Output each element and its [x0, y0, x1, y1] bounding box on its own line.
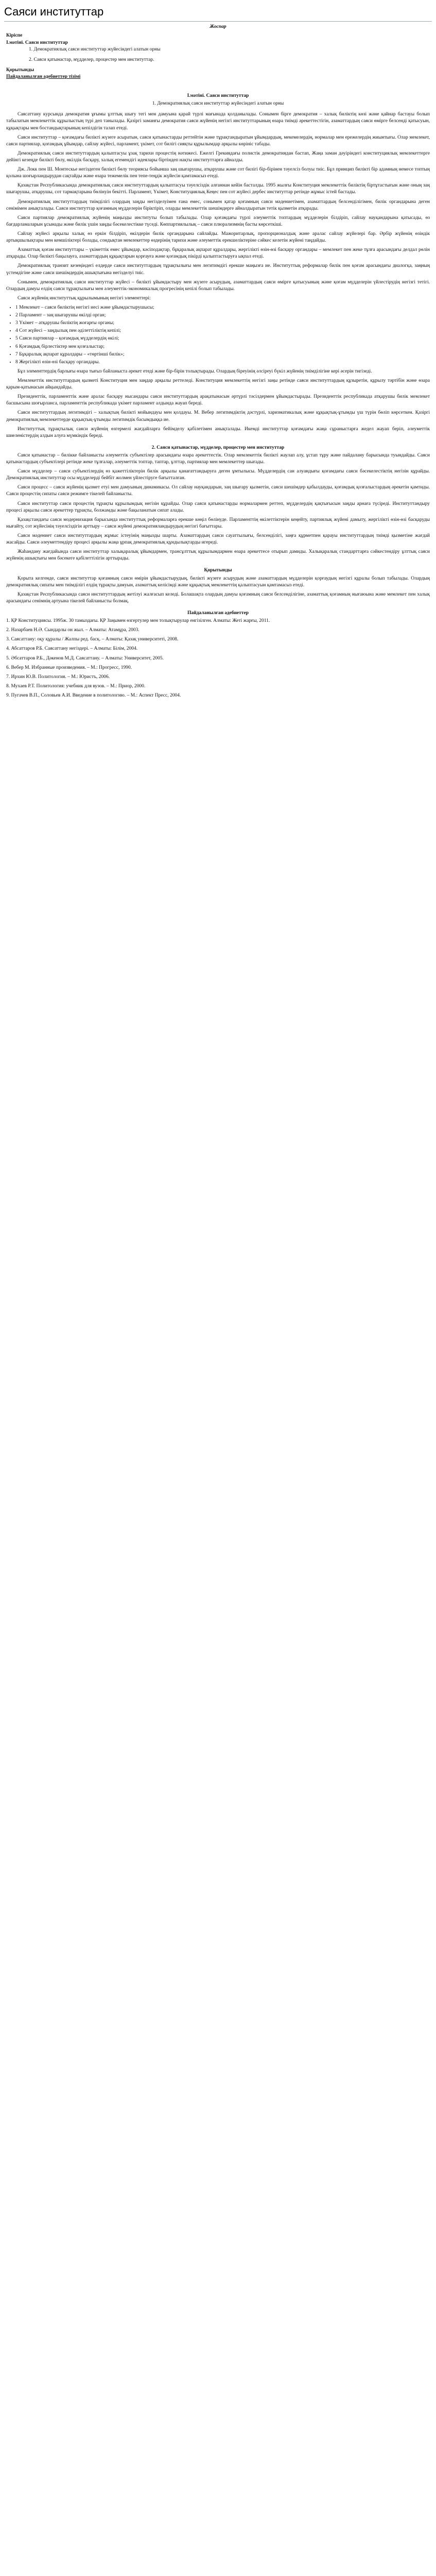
elements-list-block — [6, 295, 430, 366]
paragraph: Сайлау жүйесі арқылы халық өз еркін білдіріп, өкілдерін билік органдарына сайлайды. Мажоритарлық, пропорционалдық және аралас сайлау жүйелері бар. Әрбір жүйенің өзіндік артықшылықтары мен кемшіліктері болады, сондықтан мемлекеттер өздерінің тарихи және әлеуметтік ерекшеліктеріне сәйкес келетін жүйені таңдайды. — [6, 231, 430, 244]
list-intro: Саяси жүйенің институттық құрылымының негізгі элементтері: — [18, 295, 151, 301]
list-item: • 7 Бұқаралық ақпарат құралдары – «төртінші билік»; — [15, 351, 430, 358]
list-item: • 2 Парламент – заң шығарушы өкілді орган; — [15, 312, 430, 319]
paragraph: Азаматтық қоғам институттары – үкіметтік емес ұйымдар, кәсіподақтар, бұқаралық ақпарат құралдары, жергілікті өзін-өзі басқару органдары – мемлекет пен жеке тұлға арасындағы делдал рөлін атқарады. Олар билікті бақылауға, азаматтардың құқықтарын қорғауға және қоғамдық пікірді қалыптастыруға ықпал етеді. — [6, 247, 430, 260]
list-item: • 3 Үкімет – атқарушы биліктің жоғарғы органы; — [15, 320, 430, 327]
paragraph: Саяси мәдениет саяси институттардың жұмыс істеуінің маңызды шарты. Азаматтардың саяси сауаттылығы, белсенділігі, заңға құрметпен қарауы институттардың тиімді қызметіне жағдай жасайды. Саяси әлеуметтендіру процесі арқылы жаңа ұрпақ демократиялық құндылықтарды игереді. — [6, 533, 430, 546]
reference-item: 4. Абсаттаров Р.Б. Саясаттану негіздері. – Алматы: Білім, 2004. — [6, 646, 138, 652]
paragraph: Қазақстандағы саяси модернизация барысында институттық реформаларға ерекше көңіл бөлінуде. Парламенттің өкілеттіктерін кеңейту, партиялық жүйені дамыту, жергілікті өзін-өзі басқаруды нығайту, сот жүйесінің тәуелсіздігін арттыру – саяси жүйені демократияландырудың негізгі бағыттары. — [6, 517, 430, 529]
conclusion-block — [6, 567, 430, 605]
paragraph: Саяси институттардың легитимдігі – халықтың билікті мойындауы мен қолдауы. М. Вебер легитимдіктің дәстүрлі, харизматикалық және құқықтық-ұтымды үш түрін бөліп көрсеткен. Қазіргі демократиялық мемлекеттерде құқықтық-ұтымды легитимдік басымдыққа ие. — [6, 410, 430, 422]
paragraph: Саяси партиялар демократиялық жүйенің маңызды институты болып табылады. Олар қоғамдағы түрлі әлеуметтік топтардың мүдделерін білдіріп, сайлау науқандарына қатысады, өз бағдарламаларын ұсынады және билік үшін заңды бәсекелестікке түседі. Көппартиялылық – саяси плюрализмнің басты көрсеткіші. — [6, 215, 430, 227]
reference-item: 1. ҚР Конституциясы. 1995ж. 30 тамыздағы. ҚР Заңымен өзгертулер мен толықтырулар енгізілген. Алматы: Жеті жарғы, 2011. — [6, 618, 270, 624]
paragraph: Саяси қатынастар – билікке байланысты әлеуметтік субъектілер арасындағы өзара әрекеттестік. Олар мемлекеттік билікті жаулап алу, ұстап тұру және пайдалану барысында туындайды. Саяси қатынастардың субъектілері ретінде жеке тұлғалар, әлеуметтік топтар, таптар, ұлттар, партиялар мен мемлекеттер шығады. — [6, 452, 430, 465]
section2-title: 2. Саяси қатынастар, мүдделер, процестер мен институттар — [151, 445, 285, 450]
paragraph: Институттық тұрақтылық саяси жүйенің өзгермелі жағдайларға бейімделу қабілетімен анықталады. Икемді институттар қоғамдағы жаңа сұраныстарға жедел жауап беріп, әлеуметтік шиеленістердің алдын алуға мүмкіндік береді. — [6, 426, 430, 438]
reference-item: 5. Әбсаттаров Р.Б., Дәкенов М.Д. Саясаттану. – Алматы: Университет, 2005. — [6, 655, 164, 661]
paragraph: Қорыта келгенде, саяси институттар қоғамның саяси өмірін ұйымдастырудың, билікті жүзеге асырудың және азаматтардың мүдделерін қорғаудың негізгі құралы болып табылады. Олардың демократиялық сипаты мен тиімділігі елдің тұрақты дамуын, азаматтық келісімді және құқықтық мемлекеттің қалыптасуын қамтамасыз етеді. — [6, 575, 430, 588]
page-header — [0, 0, 436, 22]
plan-item-1: 1. Демократиялық саяси институттар жүйесіндегі алатын орны — [29, 46, 161, 52]
elements-list — [6, 304, 430, 366]
section-title: I.мәтіні. Саяси институттар — [187, 93, 249, 99]
list-item: • 1 Мемлекет – саяси биліктің негізгі иесі және ұйымдастырушысы; — [15, 304, 430, 311]
paragraph: Бұл элементтердің барлығы өзара тығыз байланыста әрекет етеді және бір-бірін толықтырады. Олардың біреуінің әлсіреуі бүкіл жүйенің тиімділігіне кері әсерін тигізеді. — [18, 368, 372, 374]
paragraph: Қазақстан Республикасында демократиялық саяси институттардың қалыптасуы тәуелсіздік алғаннан кейін басталды. 1995 жылғы Конституция мемлекеттік биліктің біртұтастығын және оның заң шығарушы, атқарушы, сот тармақтарына бөлінуін бекітті. Парламент, Үкімет, Конституциялық Кеңес пен сот жүйесі дербес институттар ретінде жұмыс істей бастады. — [6, 183, 430, 195]
paragraph: Саяси институттар саяси процестің тұрақты құрылымдық негізін құрайды. Олар саяси қатынастарды нормалармен реттеп, мүдделердің қақтығысын заңды арнаға түсіреді. Институттандыру процесі арқылы саяси әрекеттер тұрақты, болжамды және бақыланатын сипат алады. — [6, 501, 430, 513]
references-title: Пайдаланылған әдебиеттер — [187, 611, 249, 616]
reference-item: 9. Пугачев В.П., Соловьев А.И. Введение в политологию. – М.: Аспект Пресс, 2004. — [6, 693, 181, 698]
plan-heading: Жоспар — [210, 24, 226, 30]
paragraph: Президенттік, парламенттік және аралас басқару нысандары саяси институттардың арақатынасын әртүрлі тәсілдермен ұйымдастырады. Президенттік республикада атқарушы билік мемлекет басшысына шоғырланса, парламенттік республикада үкімет парламент алдында жауап береді. — [6, 394, 430, 406]
reference-item: 7. Ирхин Ю.В. Политология. – М.: Юристъ, 2006. — [6, 674, 110, 680]
paragraph: Жаһандану жағдайында саяси институттар халықаралық ұйымдармен, трансұлттық құрылымдармен өзара әрекеттесе отырып дамиды. Халықаралық стандарттарға сәйкестендіру ұлттық саяси жүйенің ашықтығы мен бәсекеге қабілеттілігін арттырады. — [6, 549, 430, 562]
paragraph: Сонымен, демократиялық саяси институттар жүйесі – билікті ұйымдастыру мен жүзеге асырудың, азаматтардың саяси өмірге қатысуының және қоғам мүдделерін үйлестірудің негізгі тетігі. Олардың дамуы елдің саяси тұрақтылығы мен әлеуметтік-экономикалық прогресінің кепілі болып табылады. — [6, 279, 430, 292]
paragraph: Қазақстан Республикасында саяси институттардың жетілуі жалғасып келеді. Болашақта олардың дамуы қоғамның саяси белсенділігіне, азаматтық қоғамның нығаюына және мемлекет пен халық арасындағы сенімнің артуына тікелей байланысты болмақ. — [6, 591, 430, 604]
plan-block — [6, 24, 430, 80]
references-block — [6, 610, 430, 699]
paragraph: Саяси институттар – қоғамдағы билікті жүзеге асыратын, саяси қатынастарды реттейтін және тұрақтандыратын ұйымдардың, мекемелердің, нормалар мен ережелердің жиынтығы. Олар мемлекет, саяси партиялар, қоғамдық ұйымдар, сайлау жүйесі, парламент, үкімет, сот билігі сияқты құрылымдар арқылы көрініс табады. — [6, 134, 430, 147]
paragraph: Дж. Локк пен Ш. Монтескье негіздеген билікті бөлу теориясы бойынша заң шығарушы, атқарушы және сот билігі бір-бірінен тәуелсіз болуы тиіс. Бұл принцип билікті бір адамның немесе топтың қолына шоғырландырудан сақтайды және өзара тежемелік пен тепе-теңдік жүйесін қамтамасыз етеді. — [6, 167, 430, 179]
conclusion-title: Қорытынды — [204, 568, 232, 573]
title-divider — [4, 21, 432, 22]
section1-text — [6, 111, 430, 293]
section1-text-continued — [6, 368, 430, 439]
list-item: • 8 Жергілікті өзін-өзі басқару органдары. — [15, 359, 430, 366]
plan-intro: Кіріспе — [6, 33, 23, 39]
plan-conclusion: Қорытынды — [6, 67, 34, 73]
paragraph: Демократиялық транзит кезеңіндегі елдерде саяси институттардың тұрақтылығы мен легитимдігі ерекше маңызға ие. Институттық реформалар билік пен қоғам арасындағы диалогқа, заңның үстемдігіне және саяси шешімдердің ашықтығына негізделуі тиіс. — [6, 263, 430, 276]
list-item: • 4 Сот жүйесі – заңдылық пен әділеттіліктің кепілі; — [15, 328, 430, 334]
paragraph: Демократиялық институттардың тиімділігі олардың заңды негізделуімен ғана емес, сонымен қатар қоғамның саяси мәдениетімен, азаматтардың белсенділігімен, билік органдарына деген сенімімен анықталады. Саяси институттар қоғамның мүдделерін біріктіріп, оларды мемлекеттік шешімдерге айналдыратын тетік қызметін атқарады. — [6, 199, 430, 211]
list-item: • 5 Саяси партиялар – қоғамдық мүдделердің өкілі; — [15, 335, 430, 342]
reference-item: 8. Мухаев Р.Т. Политология: учебник для вузов. – М.: Приор, 2000. — [6, 683, 146, 689]
paragraph: Мемлекеттік институттардың қызметі Конституция мен заңдар арқылы реттеледі. Конституция мемлекеттің негізгі заңы ретінде саяси институттардың құзыретін, құрылу тәртібін және өзара қарым-қатынасын айқындайды. — [6, 378, 430, 391]
paragraph: Саясаттану курсында демократия ұғымы ұлттық шығу тегі мен дамуына қарай түрлі мағынада қолданылады. Сонымен бірге демократия – халық биліктің көзі және қайнар бастауы болып табылатын мемлекеттік құрылыстың түрі деп танылады. Қазіргі заманғы демократия саяси жүйенің негізгі институттарының өзара тиімді әрекеттестігін, азаматтардың саяси өмірге белсенді қатысуын, құқықтары мен бостандықтарының кепілдігін талап етеді. — [6, 112, 430, 131]
document-body — [0, 24, 436, 699]
paragraph: Демократиялық саяси институттардың қалыптасуы ұзақ тарихи процестің нәтижесі. Ежелгі Грекиядағы полистік демократиядан бастап, Жаңа заман дәуіріндегі конституциялық мемлекеттерге дейінгі кезеңде билікті бөлу, өкілдік басқару, халық егемендігі идеялары біртіндеп нақты институттарға айналды. — [6, 150, 430, 163]
paragraph: Саяси мүдделер – саяси субъектілердің өз қажеттіліктерін билік арқылы қанағаттандыруға деген ұмтылысы. Мүдделердің сан алуандығы қоғамдағы саяси бәсекелестіктің негізін құрайды. Демократиялық институттар осы мүдделерді бейбіт жолмен үйлестіруге бағытталған. — [6, 469, 430, 481]
reference-item: 3. Саясаттану: оқу құралы / Жалпы ред. басқ. – Алматы: Қазақ университеті, 2008. — [6, 637, 179, 642]
list-item: • 6 Қоғамдық бірлестіктер мен қозғалыстар; — [15, 344, 430, 350]
reference-item: 2. Назарбаев Н.Ә. Сындарлы он жыл. – Алматы: Атамұра, 2003. — [6, 628, 139, 633]
paragraph: Саяси процесс – саяси жүйенің қызмет етуі мен дамуының динамикасы. Ол сайлау науқандарын, заң шығару қызметін, саяси шешімдер қабылдауды, қоғамдық қозғалыстардың әрекетін қамтиды. Саяси процестің сипаты саяси режимге тікелей байланысты. — [6, 485, 430, 497]
plan-chapter: I.мәтіні. Саяси институттар — [6, 40, 68, 45]
page-title: Саяси институттар — [4, 5, 104, 18]
plan-item-2: 2. Саяси қатынастар, мүдделер, процестер мен институттар. — [29, 57, 154, 62]
section-subtitle: 1. Демократиялық саяси институттар жүйесіндегі алатын орны — [152, 101, 284, 107]
plan-references: Пайдаланылған әдебиеттер тізімі — [6, 74, 81, 80]
reference-item: 6. Вебер М. Избранные произведения. – М.: Прогресс, 1990. — [6, 665, 132, 670]
section2-text — [6, 452, 430, 563]
